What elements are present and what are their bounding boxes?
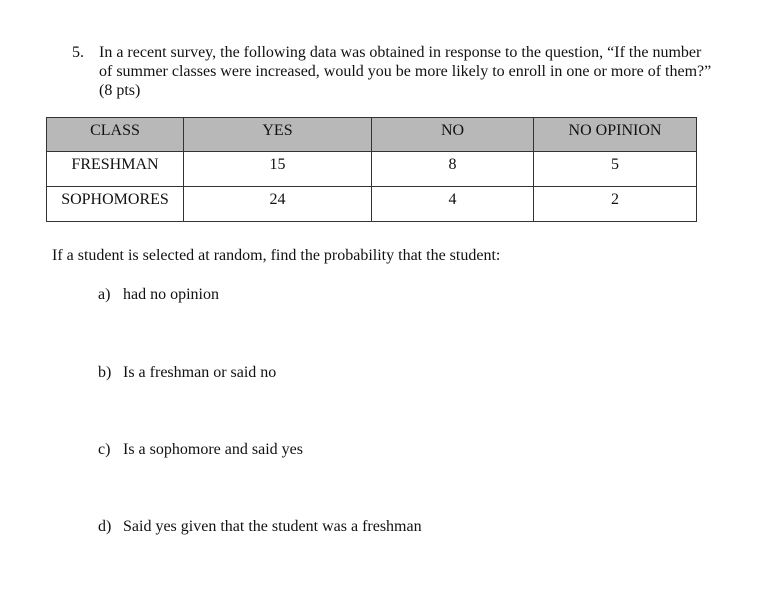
instruction-text: If a student is selected at random, find the probability that the student:: [52, 247, 501, 264]
cell-class: FRESHMAN: [47, 152, 184, 187]
header-class: CLASS: [47, 118, 184, 152]
question-5: [72, 43, 712, 100]
question-number: 5.: [72, 44, 84, 61]
part-text: Said yes given that the student was a freshman: [123, 518, 422, 535]
survey-table: [46, 117, 697, 222]
cell-yes: 24: [184, 187, 372, 222]
part-text: had no opinion: [123, 286, 219, 303]
part-letter: b): [98, 364, 112, 381]
part-text: Is a freshman or said no: [123, 364, 277, 381]
table-header-row: [47, 118, 697, 152]
cell-no-opinion: 2: [534, 187, 697, 222]
part-a: [98, 286, 219, 304]
table-row: [47, 152, 697, 187]
header-yes: YES: [184, 118, 372, 152]
cell-no: 8: [372, 152, 534, 187]
part-text: Is a sophomore and said yes: [123, 441, 303, 458]
question-text: In a recent survey, the following data was obtained in response to the question, “If the number of summer classes were increased, would you be more likely to enroll in one or more of them?” (8 pts): [99, 44, 712, 99]
header-no: NO: [372, 118, 534, 152]
part-c: [98, 441, 303, 459]
cell-yes: 15: [184, 152, 372, 187]
part-letter: d): [98, 518, 112, 535]
part-b: [98, 364, 276, 382]
table-row: [47, 187, 697, 222]
header-no-opinion: NO OPINION: [534, 118, 697, 152]
part-letter: c): [98, 441, 111, 458]
part-d: [98, 518, 422, 536]
cell-class: SOPHOMORES: [47, 187, 184, 222]
cell-no-opinion: 5: [534, 152, 697, 187]
part-letter: a): [98, 286, 111, 303]
cell-no: 4: [372, 187, 534, 222]
